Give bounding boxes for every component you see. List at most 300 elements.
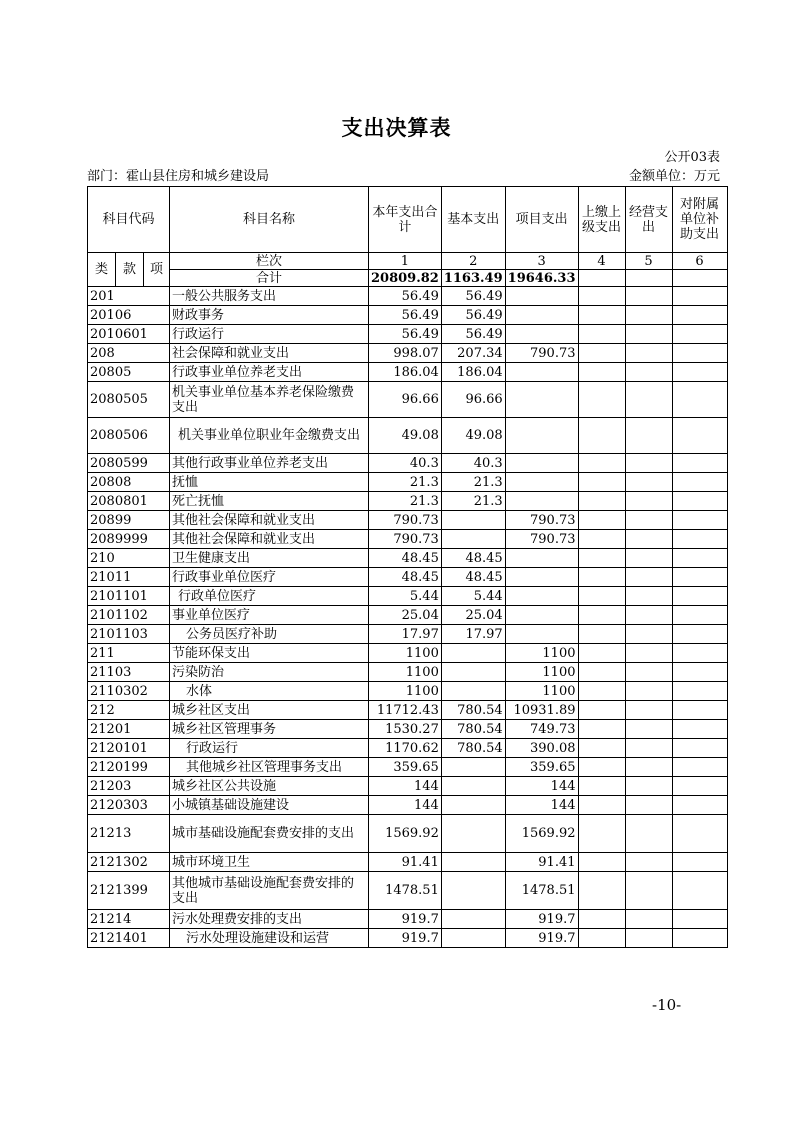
department-label: 部门：霍山县住房和城乡建设局 <box>87 169 270 184</box>
table-row <box>88 344 728 363</box>
row-basic: 48.45 <box>441 568 505 587</box>
row-basic: 56.49 <box>441 325 505 344</box>
row-business <box>625 625 672 644</box>
table-row <box>88 663 728 682</box>
row-project: 144 <box>505 777 578 796</box>
row-subsidy <box>672 344 727 363</box>
header-basic: 基本支出 <box>441 187 505 253</box>
row-name: 行政事业单位医疗 <box>170 568 369 587</box>
header-upper: 上缴上级支出 <box>578 187 625 253</box>
row-total: 25.04 <box>369 606 442 625</box>
row-name: 机关事业单位基本养老保险缴费支出 <box>170 382 369 418</box>
table-row <box>88 758 728 777</box>
row-total: 359.65 <box>369 758 442 777</box>
row-subsidy <box>672 363 727 382</box>
col-num-6: 6 <box>672 253 727 270</box>
row-upper <box>578 344 625 363</box>
row-project: 359.65 <box>505 758 578 777</box>
row-name: 城市环境卫生 <box>170 853 369 872</box>
row-code: 210 <box>88 549 170 568</box>
row-subsidy <box>672 568 727 587</box>
row-total: 919.7 <box>369 910 442 929</box>
row-basic: 56.49 <box>441 306 505 325</box>
row-business <box>625 701 672 720</box>
row-project <box>505 287 578 306</box>
row-project <box>505 549 578 568</box>
row-subsidy <box>672 473 727 492</box>
row-name: 城乡社区支出 <box>170 701 369 720</box>
row-total: 96.66 <box>369 382 442 418</box>
row-basic: 207.34 <box>441 344 505 363</box>
row-code: 2080506 <box>88 418 170 454</box>
row-code: 20808 <box>88 473 170 492</box>
row-name: 财政事务 <box>170 306 369 325</box>
row-total: 21.3 <box>369 473 442 492</box>
row-name: 其他社会保障和就业支出 <box>170 530 369 549</box>
row-subsidy <box>672 549 727 568</box>
row-basic: 56.49 <box>441 287 505 306</box>
row-subsidy <box>672 287 727 306</box>
row-subsidy <box>672 910 727 929</box>
row-total: 1100 <box>369 663 442 682</box>
row-upper <box>578 418 625 454</box>
row-basic <box>441 758 505 777</box>
row-basic <box>441 530 505 549</box>
row-upper <box>578 796 625 815</box>
row-basic <box>441 872 505 910</box>
row-subsidy <box>672 739 727 758</box>
row-business <box>625 815 672 853</box>
table-row <box>88 796 728 815</box>
row-total: 48.45 <box>369 568 442 587</box>
row-code: 2120199 <box>88 758 170 777</box>
row-upper <box>578 625 625 644</box>
row-business <box>625 872 672 910</box>
row-subsidy <box>672 530 727 549</box>
row-subsidy <box>672 306 727 325</box>
row-business <box>625 720 672 739</box>
row-upper <box>578 739 625 758</box>
row-project: 919.7 <box>505 910 578 929</box>
row-name: 事业单位医疗 <box>170 606 369 625</box>
row-basic: 48.45 <box>441 549 505 568</box>
row-name: 行政事业单位养老支出 <box>170 363 369 382</box>
row-name: 城乡社区管理事务 <box>170 720 369 739</box>
row-business <box>625 910 672 929</box>
row-upper <box>578 872 625 910</box>
row-code: 211 <box>88 644 170 663</box>
row-code: 2010601 <box>88 325 170 344</box>
row-upper <box>578 492 625 511</box>
table-row <box>88 739 728 758</box>
header-subsidy: 对附属单位补助支出 <box>672 187 727 253</box>
row-total: 1478.51 <box>369 872 442 910</box>
row-basic <box>441 663 505 682</box>
page-number: -10- <box>652 996 682 1014</box>
row-subsidy <box>672 663 727 682</box>
row-business <box>625 739 672 758</box>
row-business <box>625 382 672 418</box>
row-business <box>625 344 672 363</box>
row-basic: 25.04 <box>441 606 505 625</box>
row-business <box>625 492 672 511</box>
row-total: 1100 <box>369 682 442 701</box>
row-name: 小城镇基础设施建设 <box>170 796 369 815</box>
row-basic <box>441 929 505 948</box>
row-subsidy <box>672 511 727 530</box>
row-code: 212 <box>88 701 170 720</box>
row-upper <box>578 587 625 606</box>
total-v2: 1163.49 <box>441 270 505 287</box>
row-total: 1170.62 <box>369 739 442 758</box>
row-code: 2080505 <box>88 382 170 418</box>
form-code: 公开03表 <box>664 150 720 165</box>
row-upper <box>578 720 625 739</box>
row-business <box>625 929 672 948</box>
row-project: 1100 <box>505 663 578 682</box>
row-business <box>625 306 672 325</box>
row-subsidy <box>672 454 727 473</box>
row-subsidy <box>672 492 727 511</box>
col-num-1: 1 <box>369 253 442 270</box>
header-code: 科目代码 <box>88 187 170 253</box>
row-name: 节能环保支出 <box>170 644 369 663</box>
row-basic: 5.44 <box>441 587 505 606</box>
row-project <box>505 606 578 625</box>
row-project: 790.73 <box>505 511 578 530</box>
row-subsidy <box>672 796 727 815</box>
row-code: 2121302 <box>88 853 170 872</box>
table-row <box>88 568 728 587</box>
row-name: 公务员医疗补助 <box>170 625 369 644</box>
row-code: 21213 <box>88 815 170 853</box>
table-row <box>88 625 728 644</box>
row-upper <box>578 287 625 306</box>
row-upper <box>578 777 625 796</box>
row-basic: 780.54 <box>441 701 505 720</box>
row-business <box>625 796 672 815</box>
row-project: 390.08 <box>505 739 578 758</box>
row-upper <box>578 454 625 473</box>
row-business <box>625 682 672 701</box>
row-name: 城乡社区公共设施 <box>170 777 369 796</box>
row-code: 2120303 <box>88 796 170 815</box>
row-business <box>625 568 672 587</box>
col-num-3: 3 <box>505 253 578 270</box>
row-basic: 96.66 <box>441 382 505 418</box>
row-total: 1569.92 <box>369 815 442 853</box>
col-num-4: 4 <box>578 253 625 270</box>
row-business <box>625 758 672 777</box>
header-business: 经营支出 <box>625 187 672 253</box>
row-project: 919.7 <box>505 929 578 948</box>
row-upper <box>578 910 625 929</box>
row-total: 1100 <box>369 644 442 663</box>
row-business <box>625 511 672 530</box>
row-basic: 21.3 <box>441 492 505 511</box>
table-row <box>88 530 728 549</box>
row-project <box>505 568 578 587</box>
row-basic: 780.54 <box>441 739 505 758</box>
row-name: 污水处理设施建设和运营 <box>170 929 369 948</box>
header-lei: 类 <box>88 253 116 287</box>
row-project: 1569.92 <box>505 815 578 853</box>
row-name: 污染防治 <box>170 663 369 682</box>
row-upper <box>578 325 625 344</box>
row-upper <box>578 663 625 682</box>
row-total: 919.7 <box>369 929 442 948</box>
row-name: 死亡抚恤 <box>170 492 369 511</box>
row-code: 2101101 <box>88 587 170 606</box>
row-name: 社会保障和就业支出 <box>170 344 369 363</box>
row-project: 10931.89 <box>505 701 578 720</box>
row-business <box>625 663 672 682</box>
row-code: 2101103 <box>88 625 170 644</box>
total-v1: 20809.82 <box>369 270 442 287</box>
row-project <box>505 325 578 344</box>
row-total: 186.04 <box>369 363 442 382</box>
row-total: 11712.43 <box>369 701 442 720</box>
row-total: 998.07 <box>369 344 442 363</box>
row-business <box>625 418 672 454</box>
row-project <box>505 306 578 325</box>
row-subsidy <box>672 625 727 644</box>
row-code: 21214 <box>88 910 170 929</box>
row-business <box>625 473 672 492</box>
expenditure-table <box>87 186 728 948</box>
header-kuan: 款 <box>116 253 144 287</box>
row-upper <box>578 682 625 701</box>
table-row <box>88 363 728 382</box>
row-upper <box>578 929 625 948</box>
table-row <box>88 701 728 720</box>
row-total: 56.49 <box>369 287 442 306</box>
header-name: 科目名称 <box>170 187 369 253</box>
row-code: 21201 <box>88 720 170 739</box>
table-row <box>88 910 728 929</box>
row-subsidy <box>672 418 727 454</box>
row-upper <box>578 701 625 720</box>
row-project: 749.73 <box>505 720 578 739</box>
row-subsidy <box>672 929 727 948</box>
row-subsidy <box>672 758 727 777</box>
row-total: 48.45 <box>369 549 442 568</box>
row-project <box>505 587 578 606</box>
row-project <box>505 454 578 473</box>
row-total: 56.49 <box>369 306 442 325</box>
table-row <box>88 382 728 418</box>
row-basic: 40.3 <box>441 454 505 473</box>
row-name: 行政运行 <box>170 325 369 344</box>
total-row <box>88 270 728 287</box>
row-name: 其他社会保障和就业支出 <box>170 511 369 530</box>
row-code: 20899 <box>88 511 170 530</box>
row-business <box>625 853 672 872</box>
table-row <box>88 682 728 701</box>
row-business <box>625 325 672 344</box>
row-business <box>625 644 672 663</box>
table-row <box>88 777 728 796</box>
row-project <box>505 382 578 418</box>
row-project: 1100 <box>505 682 578 701</box>
row-subsidy <box>672 325 727 344</box>
row-upper <box>578 549 625 568</box>
table-row <box>88 418 728 454</box>
row-total: 17.97 <box>369 625 442 644</box>
row-name: 水体 <box>170 682 369 701</box>
row-basic: 780.54 <box>441 720 505 739</box>
row-subsidy <box>672 872 727 910</box>
table-row <box>88 454 728 473</box>
row-upper <box>578 644 625 663</box>
row-upper <box>578 606 625 625</box>
row-name: 一般公共服务支出 <box>170 287 369 306</box>
row-business <box>625 777 672 796</box>
row-basic <box>441 910 505 929</box>
row-subsidy <box>672 587 727 606</box>
row-code: 2089999 <box>88 530 170 549</box>
row-business <box>625 363 672 382</box>
row-basic <box>441 796 505 815</box>
row-upper <box>578 382 625 418</box>
table-row <box>88 644 728 663</box>
row-basic: 49.08 <box>441 418 505 454</box>
row-project <box>505 473 578 492</box>
row-basic <box>441 853 505 872</box>
row-project <box>505 363 578 382</box>
row-upper <box>578 363 625 382</box>
row-code: 2101102 <box>88 606 170 625</box>
row-basic <box>441 644 505 663</box>
row-upper <box>578 568 625 587</box>
row-project: 790.73 <box>505 530 578 549</box>
row-subsidy <box>672 682 727 701</box>
row-project <box>505 625 578 644</box>
row-code: 21011 <box>88 568 170 587</box>
row-subsidy <box>672 853 727 872</box>
row-upper <box>578 758 625 777</box>
table-row <box>88 492 728 511</box>
row-business <box>625 549 672 568</box>
row-upper <box>578 853 625 872</box>
col-num-5: 5 <box>625 253 672 270</box>
row-total: 790.73 <box>369 530 442 549</box>
table-row <box>88 872 728 910</box>
row-project: 91.41 <box>505 853 578 872</box>
row-name: 其他行政事业单位养老支出 <box>170 454 369 473</box>
table-row <box>88 306 728 325</box>
row-subsidy <box>672 720 727 739</box>
row-total: 56.49 <box>369 325 442 344</box>
row-name: 抚恤 <box>170 473 369 492</box>
row-name: 其他城乡社区管理事务支出 <box>170 758 369 777</box>
table-row <box>88 853 728 872</box>
row-name: 污水处理费安排的支出 <box>170 910 369 929</box>
table-row <box>88 287 728 306</box>
table-row <box>88 473 728 492</box>
table-body <box>88 287 728 948</box>
row-code: 20106 <box>88 306 170 325</box>
row-upper <box>578 530 625 549</box>
header-project: 项目支出 <box>505 187 578 253</box>
header-xiang: 项 <box>144 253 170 287</box>
row-total: 1530.27 <box>369 720 442 739</box>
row-subsidy <box>672 701 727 720</box>
row-code: 2080599 <box>88 454 170 473</box>
row-name: 其他城市基础设施配套费安排的支出 <box>170 872 369 910</box>
row-upper <box>578 511 625 530</box>
total-v3: 19646.33 <box>505 270 578 287</box>
row-subsidy <box>672 777 727 796</box>
table-row <box>88 549 728 568</box>
row-subsidy <box>672 606 727 625</box>
row-name: 机关事业单位职业年金缴费支出 <box>170 418 369 454</box>
row-upper <box>578 306 625 325</box>
row-code: 21203 <box>88 777 170 796</box>
row-code: 2121399 <box>88 872 170 910</box>
row-business <box>625 587 672 606</box>
col-num-2: 2 <box>441 253 505 270</box>
row-code: 20805 <box>88 363 170 382</box>
row-project: 144 <box>505 796 578 815</box>
row-basic <box>441 815 505 853</box>
header-lanci: 栏次 <box>170 253 369 270</box>
row-project: 1478.51 <box>505 872 578 910</box>
header-total: 本年支出合计 <box>369 187 442 253</box>
table-row <box>88 511 728 530</box>
row-basic <box>441 511 505 530</box>
row-subsidy <box>672 644 727 663</box>
row-total: 49.08 <box>369 418 442 454</box>
row-code: 208 <box>88 344 170 363</box>
row-basic: 186.04 <box>441 363 505 382</box>
row-name: 城市基础设施配套费安排的支出 <box>170 815 369 853</box>
row-business <box>625 530 672 549</box>
row-subsidy <box>672 382 727 418</box>
row-project: 790.73 <box>505 344 578 363</box>
row-subsidy <box>672 815 727 853</box>
row-total: 91.41 <box>369 853 442 872</box>
row-name: 行政运行 <box>170 739 369 758</box>
row-project <box>505 418 578 454</box>
page-title: 支出决算表 <box>341 116 452 140</box>
row-basic: 17.97 <box>441 625 505 644</box>
row-name: 卫生健康支出 <box>170 549 369 568</box>
table-row <box>88 325 728 344</box>
row-basic <box>441 682 505 701</box>
row-name: 行政单位医疗 <box>170 587 369 606</box>
row-business <box>625 606 672 625</box>
table-row <box>88 720 728 739</box>
row-code: 2121401 <box>88 929 170 948</box>
table-row <box>88 815 728 853</box>
row-code: 2120101 <box>88 739 170 758</box>
row-total: 5.44 <box>369 587 442 606</box>
row-code: 2110302 <box>88 682 170 701</box>
table-row <box>88 929 728 948</box>
row-project <box>505 492 578 511</box>
row-code: 21103 <box>88 663 170 682</box>
total-label: 合计 <box>170 270 369 287</box>
row-upper <box>578 473 625 492</box>
row-business <box>625 454 672 473</box>
row-basic <box>441 777 505 796</box>
row-total: 144 <box>369 777 442 796</box>
row-upper <box>578 815 625 853</box>
unit-label: 金额单位：万元 <box>628 169 720 184</box>
row-total: 144 <box>369 796 442 815</box>
table-row <box>88 606 728 625</box>
